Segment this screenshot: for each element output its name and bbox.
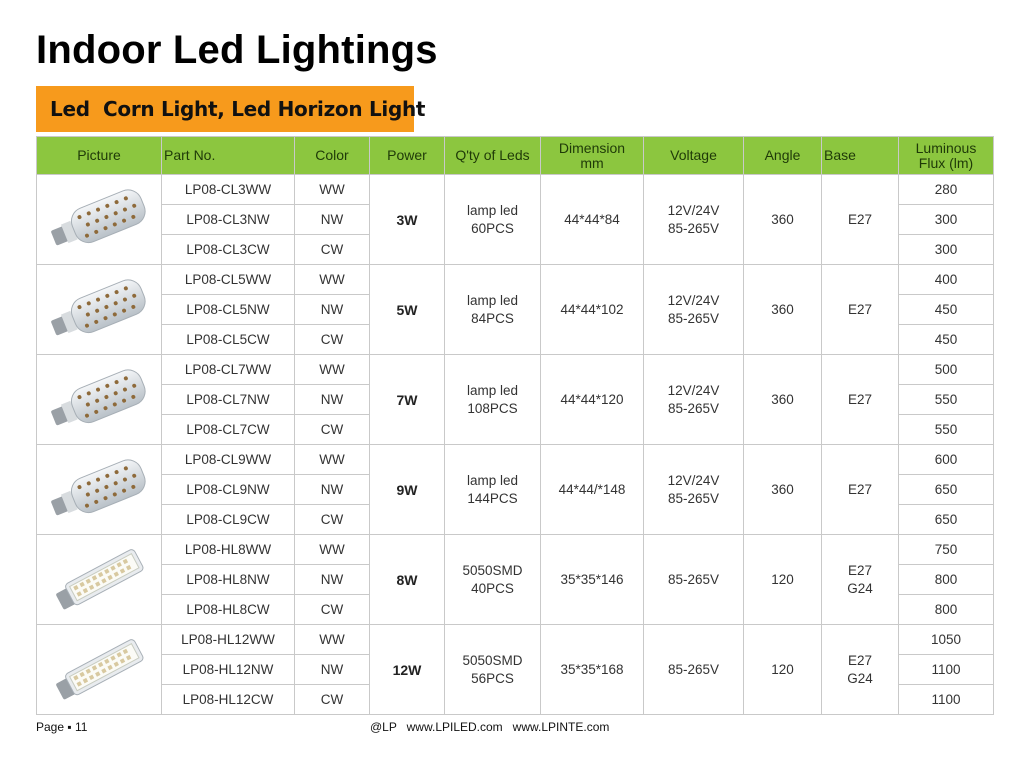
part-number: LP08-CL9NW: [162, 475, 295, 505]
luminous-flux: 600: [899, 445, 994, 475]
table-row: [37, 175, 994, 205]
led-quantity-line1: lamp led: [466, 472, 519, 488]
power-value: 3W: [370, 175, 445, 265]
header-dimension-line1: Dimension: [558, 139, 626, 156]
color-code: WW: [295, 355, 370, 385]
led-quantity: [445, 445, 541, 535]
header-flux-line2: Flux (lm): [918, 154, 974, 171]
voltage-line1: 85-265V: [667, 661, 720, 677]
color-code: WW: [295, 535, 370, 565]
dimension-value: 44*44*102: [541, 265, 644, 355]
led-quantity-line2: 56PCS: [471, 670, 514, 686]
led-quantity-line1: lamp led: [466, 382, 519, 398]
corn-light-icon: [37, 268, 161, 352]
color-code: WW: [295, 265, 370, 295]
header-flux-line1: Luminous: [915, 139, 977, 156]
voltage-line2: 85-265V: [667, 310, 720, 326]
luminous-flux: 400: [899, 265, 994, 295]
voltage-line2: 85-265V: [667, 400, 720, 416]
corn-light-icon: [37, 448, 161, 532]
header-dimension-line2: mm: [580, 154, 604, 171]
corn-light-icon: [37, 178, 161, 262]
base-line1: E27: [847, 391, 873, 407]
led-quantity-line1: lamp led: [466, 202, 519, 218]
voltage-line2: 85-265V: [667, 490, 720, 506]
color-code: CW: [295, 505, 370, 535]
color-code: NW: [295, 565, 370, 595]
color-code: CW: [295, 685, 370, 715]
dimension-value: 35*35*146: [541, 535, 644, 625]
angle-value: 120: [744, 625, 822, 715]
led-quantity-line2: 84PCS: [471, 310, 514, 326]
luminous-flux: 800: [899, 565, 994, 595]
dimension-value: 44*44*84: [541, 175, 644, 265]
led-quantity: [445, 535, 541, 625]
part-number: LP08-HL12WW: [162, 625, 295, 655]
product-image: [37, 535, 162, 625]
dimension-value: 35*35*168: [541, 625, 644, 715]
voltage-value: [644, 175, 744, 265]
header-part-no: Part No.: [162, 137, 295, 175]
part-number: LP08-CL5CW: [162, 325, 295, 355]
voltage-line2: 85-265V: [667, 220, 720, 236]
led-quantity-line2: 108PCS: [467, 400, 518, 416]
color-code: CW: [295, 235, 370, 265]
angle-value: 360: [744, 265, 822, 355]
color-code: NW: [295, 655, 370, 685]
footer-credits: @LP www.LPILED.com www.LPINTE.com: [370, 720, 610, 734]
header-picture: Picture: [37, 137, 162, 175]
product-image: [37, 445, 162, 535]
part-number: LP08-CL7CW: [162, 415, 295, 445]
luminous-flux: 1050: [899, 625, 994, 655]
dimension-value: 44*44/*148: [541, 445, 644, 535]
table-row: [37, 625, 994, 655]
header-qty: Q'ty of Leds: [445, 137, 541, 175]
voltage-value: [644, 625, 744, 715]
base-value: [822, 445, 899, 535]
luminous-flux: 1100: [899, 685, 994, 715]
header-power: Power: [370, 137, 445, 175]
base-value: [822, 535, 899, 625]
angle-value: 120: [744, 535, 822, 625]
voltage-value: [644, 265, 744, 355]
color-code: NW: [295, 295, 370, 325]
power-value: 7W: [370, 355, 445, 445]
luminous-flux: 300: [899, 205, 994, 235]
color-code: CW: [295, 325, 370, 355]
part-number: LP08-HL8NW: [162, 565, 295, 595]
base-line1: E27: [847, 301, 873, 317]
luminous-flux: 450: [899, 295, 994, 325]
table-row: [37, 355, 994, 385]
color-code: WW: [295, 625, 370, 655]
part-number: LP08-HL12CW: [162, 685, 295, 715]
base-line2: G24: [847, 670, 873, 686]
led-quantity-line2: 40PCS: [471, 580, 514, 596]
part-number: LP08-HL12NW: [162, 655, 295, 685]
base-line1: E27: [847, 652, 873, 668]
table-row: [37, 535, 994, 565]
header-dimension: [541, 137, 644, 175]
color-code: NW: [295, 385, 370, 415]
part-number: LP08-CL5NW: [162, 295, 295, 325]
base-line1: E27: [847, 481, 873, 497]
angle-value: 360: [744, 355, 822, 445]
luminous-flux: 550: [899, 385, 994, 415]
product-image: [37, 625, 162, 715]
luminous-flux: 650: [899, 505, 994, 535]
voltage-line1: 12V/24V: [667, 472, 720, 488]
base-line2: G24: [847, 580, 873, 596]
led-quantity: [445, 355, 541, 445]
horizon-light-icon: [37, 628, 161, 712]
part-number: LP08-CL3NW: [162, 205, 295, 235]
voltage-line1: 85-265V: [667, 571, 720, 587]
power-value: 5W: [370, 265, 445, 355]
table-header-row: [37, 137, 994, 175]
led-quantity-line1: lamp led: [466, 292, 519, 308]
part-number: LP08-HL8WW: [162, 535, 295, 565]
base-line1: E27: [847, 211, 873, 227]
header-voltage: Voltage: [644, 137, 744, 175]
part-number: LP08-CL9WW: [162, 445, 295, 475]
part-number: LP08-CL3CW: [162, 235, 295, 265]
part-number: LP08-CL9CW: [162, 505, 295, 535]
luminous-flux: 750: [899, 535, 994, 565]
part-number: LP08-CL3WW: [162, 175, 295, 205]
luminous-flux: 1100: [899, 655, 994, 685]
voltage-value: [644, 535, 744, 625]
luminous-flux: 500: [899, 355, 994, 385]
dimension-value: 44*44*120: [541, 355, 644, 445]
voltage-value: [644, 355, 744, 445]
color-code: NW: [295, 475, 370, 505]
color-code: NW: [295, 205, 370, 235]
color-code: CW: [295, 415, 370, 445]
base-value: [822, 355, 899, 445]
luminous-flux: 800: [899, 595, 994, 625]
luminous-flux: 280: [899, 175, 994, 205]
base-value: [822, 175, 899, 265]
page-number: Page ▪ 11: [36, 720, 88, 734]
base-line1: E27: [847, 562, 873, 578]
color-code: WW: [295, 445, 370, 475]
voltage-value: [644, 445, 744, 535]
voltage-line1: 12V/24V: [667, 202, 720, 218]
color-code: CW: [295, 595, 370, 625]
part-number: LP08-HL8CW: [162, 595, 295, 625]
angle-value: 360: [744, 175, 822, 265]
luminous-flux: 650: [899, 475, 994, 505]
part-number: LP08-CL5WW: [162, 265, 295, 295]
product-image: [37, 355, 162, 445]
base-value: [822, 625, 899, 715]
angle-value: 360: [744, 445, 822, 535]
led-quantity: [445, 625, 541, 715]
voltage-line1: 12V/24V: [667, 382, 720, 398]
voltage-line1: 12V/24V: [667, 292, 720, 308]
led-quantity: [445, 175, 541, 265]
led-quantity-line2: 144PCS: [467, 490, 518, 506]
table-row: [37, 445, 994, 475]
product-table: [36, 136, 994, 715]
base-value: [822, 265, 899, 355]
table-row: [37, 265, 994, 295]
header-angle: Angle: [744, 137, 822, 175]
luminous-flux: 300: [899, 235, 994, 265]
led-quantity-line1: 5050SMD: [462, 562, 523, 578]
luminous-flux: 450: [899, 325, 994, 355]
part-number: LP08-CL7NW: [162, 385, 295, 415]
power-value: 9W: [370, 445, 445, 535]
section-subtitle: Led Corn Light, Led Horizon Light: [36, 86, 414, 132]
power-value: 12W: [370, 625, 445, 715]
led-quantity: [445, 265, 541, 355]
luminous-flux: 550: [899, 415, 994, 445]
part-number: LP08-CL7WW: [162, 355, 295, 385]
header-flux: [899, 137, 994, 175]
corn-light-icon: [37, 358, 161, 442]
page-title: Indoor Led Lightings: [36, 28, 438, 72]
horizon-light-icon: [37, 538, 161, 622]
led-quantity-line1: 5050SMD: [462, 652, 523, 668]
product-image: [37, 265, 162, 355]
product-image: [37, 175, 162, 265]
power-value: 8W: [370, 535, 445, 625]
color-code: WW: [295, 175, 370, 205]
led-quantity-line2: 60PCS: [471, 220, 514, 236]
header-color: Color: [295, 137, 370, 175]
header-base: Base: [822, 137, 899, 175]
